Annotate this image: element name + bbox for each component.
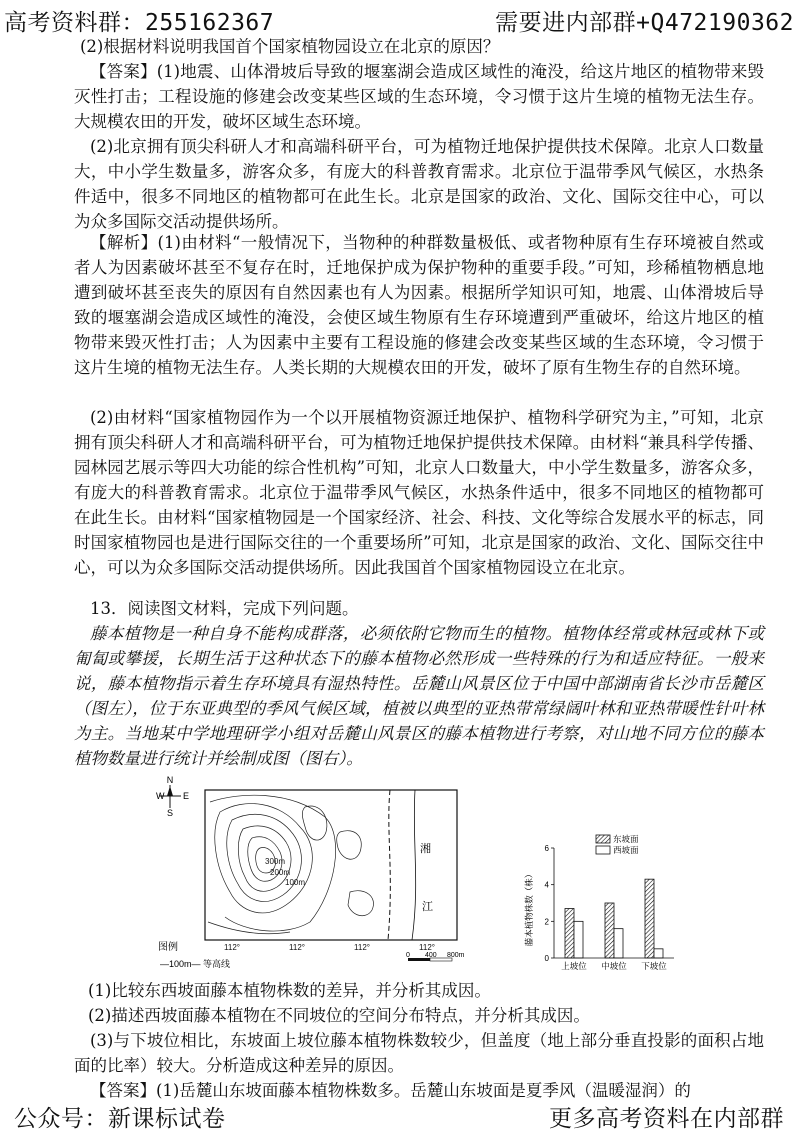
y-axis-label: 藤本植物株数（株）	[524, 869, 534, 947]
q13-material: 藤本植物是一种自身不能构成群落，必须依附它物而生的植物。植物体经常或林冠或林下或匍匐或攀援，长期生活于这种状态下的藤本植物必然形成一些特殊的行为和适应特征。一般来说，藤本植物指示着生存环境具有湿热特性。岳麓山风景区位于中国中部湖南省长沙市岳麓区（图左），位于东亚典型的季风气候区域，植被以典型的亚热带常绿阔叶林和亚热带暖性针叶林为主。当地某中学地理研学小组对岳麓山风景区的藤本植物进行考察，对山地不同方位的藤本植物数量进行统计并绘制成图（图右）。	[74, 624, 764, 768]
bar-east	[645, 879, 654, 958]
place-label-jiang: 江	[422, 901, 433, 913]
x-tick-label: 下坡位	[641, 961, 667, 971]
svg-text:E: E	[183, 791, 190, 801]
x-tick-label: 上坡位	[561, 961, 587, 971]
bar-west	[654, 949, 663, 958]
q13-title: 13．阅读图文材料，完成下列问题。	[90, 599, 359, 618]
svg-text:112°: 112°	[354, 943, 370, 952]
road-line	[388, 790, 390, 940]
map-frame	[205, 790, 457, 940]
vine-count-bar-chart	[520, 830, 690, 980]
y-tick-label: 6	[544, 844, 549, 853]
bar-east	[605, 903, 614, 958]
y-tick-label: 2	[544, 917, 549, 927]
svg-text:800m: 800m	[447, 952, 465, 959]
svg-text:300m: 300m	[265, 857, 286, 866]
header-right: 需要进内部群+Q472190362	[495, 10, 794, 36]
answer-13: 【答案】(1)岳麓山东坡面藤本植物株数多。岳麓山东坡面是夏季风（温暖湿润）的	[90, 1081, 691, 1100]
footer-left: 公众号：新课标试卷	[14, 1106, 226, 1132]
svg-text:112°: 112°	[419, 943, 435, 952]
legend-item: —100m— 等高线	[160, 959, 231, 969]
svg-text:112°: 112°	[289, 943, 305, 952]
svg-text:W: W	[156, 791, 165, 801]
legend-title: 图例	[158, 942, 178, 953]
sub-question-1: (1)比较东西坡面藤本植物株数的差异，并分析其成因。	[88, 981, 491, 1000]
svg-text:S: S	[166, 808, 174, 818]
y-tick-label: 4	[544, 880, 549, 890]
legend-label: 西坡面	[613, 845, 639, 855]
bar-east	[565, 909, 574, 959]
header-left: 高考资料群：255162367	[4, 10, 275, 36]
contour-lines	[208, 795, 373, 933]
legend-swatch	[596, 835, 610, 843]
y-tick-label: 0	[544, 954, 549, 963]
svg-text:100m: 100m	[285, 878, 306, 887]
svg-text:0: 0	[406, 952, 410, 959]
svg-text:N: N	[166, 775, 174, 785]
svg-text:400: 400	[425, 952, 437, 959]
analysis-2: (2)由材料“国家植物园作为一个以开展植物资源迁地保护、植物科学研究为主，”可知，北京拥有顶尖科研人才和高端科研平台，可为植物迁地保护提供技术保障。由材料“兼具科学传播、园林园艺展示等四大功能的综合性机构”可知，北京人口数量大，中小学生数量多，游客众多，有庞大的科普教育需求。北京位于温带季风气候区，水热条件适中，很多不同地区的植物都可在此生长。由材料“国家植物园是一个国家经济、社会、科技、文化等综合发展水平的标志，同时国家植物园也是进行国际交往的一个重要场所”可知，北京是国家的政治、文化、国际交往中心，可以为众多国际交活动提供场所。因此我国首个国家植物园设立在北京。	[74, 408, 764, 577]
bar-west	[574, 921, 583, 958]
answer-2: (2)北京拥有顶尖科研人才和高端科研平台，可为植物迁地保护提供技术保障。北京人口数量大，中小学生数量多，游客众多，有庞大的科普教育需求。北京位于温带季风气候区，水热条件适中，很多不同地区的植物都可在此生长。北京是国家的政治、文化、国际交往中心，可以为众多国际交活动提供场所。	[74, 137, 764, 231]
legend-label: 东坡面	[613, 834, 639, 844]
answer-1: 【答案】(1)地震、山体滑坡后导致的堰塞湖会造成区域性的淹没，给这片地区的植物带来毁灭性打击；工程设施的修建会改变某些区域的生态环境，令习惯于这片生境的植物无法生存。大规模农田的开发，破坏区域生态环境。	[74, 62, 764, 131]
x-tick-label: 中坡位	[601, 961, 627, 971]
sub-question-2: (2)描述西坡面藤本植物在不同坡位的空间分布特点，并分析其成因。	[88, 1006, 590, 1025]
scale-bar	[406, 952, 465, 961]
river-bank	[412, 790, 416, 940]
svg-text:112°: 112°	[224, 943, 240, 952]
legend-swatch	[596, 846, 610, 854]
analysis-1: 【解析】(1)由材料“一般情况下，当物种的种群数量极低、或者物种原有生存环境被自然或者人为因素破坏甚至不复存在时，迁地保护成为保护物种的重要手段。”可知，珍稀植物栖息地遭到破坏甚至丧失的原因有自然因素也有人为因素。根据所学知识可知，地震、山体滑坡后导致的堰塞湖会造成区域性的淹没，会使区域生物原有生存环境遭到严重破坏，给这片地区的植物带来毁灭性打击；人为因素中主要有工程设施的修建会改变某些区域的生态环境，令习惯于这片生境的植物无法生存。人类长期的大规模农田的开发，破坏了原有生物生存的自然环境。	[74, 233, 764, 377]
svg-text:200m: 200m	[270, 868, 291, 877]
bar-west	[614, 929, 623, 958]
yuelu-contour-map	[150, 772, 480, 972]
sub-question-3: (3)与下坡位相比，东坡面上坡位藤本植物株数较少，但盖度（地上部分垂直投影的面积占地面的比率）较大。分析造成这种差异的原因。	[74, 1031, 764, 1075]
place-label-xiang: 湘	[420, 843, 431, 855]
footer-right: 更多高考资料在内部群	[549, 1106, 784, 1132]
compass-icon	[156, 775, 189, 818]
question-2: (2)根据材料说明我国首个国家植物园设立在北京的原因？	[80, 37, 500, 56]
